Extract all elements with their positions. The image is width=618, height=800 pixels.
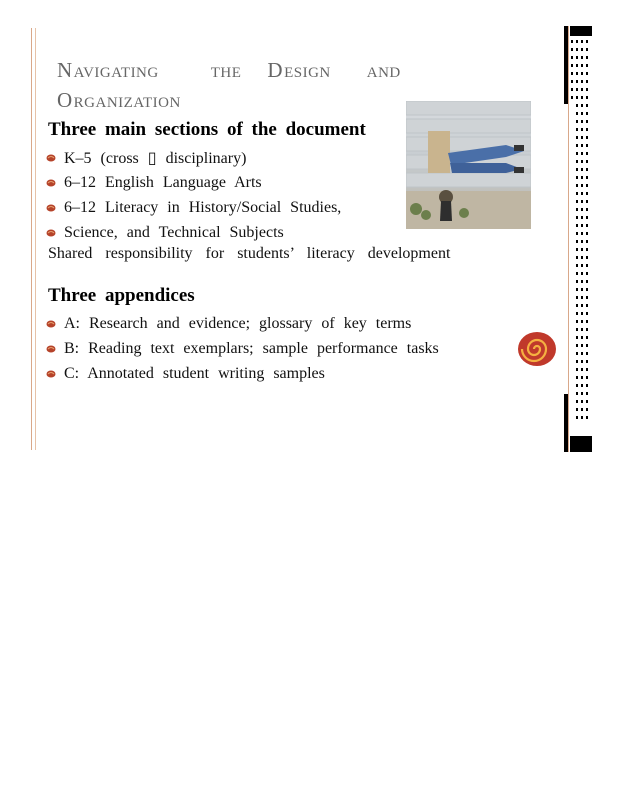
main-sections-list <box>46 145 341 245</box>
swirl-bullet-icon <box>46 154 56 162</box>
title-line-1 <box>57 58 417 88</box>
section-heading-appendices: Three appendices <box>48 285 195 306</box>
title-word: RGANIZATION <box>73 95 181 111</box>
list-item-text: K–5 (cross ▯ disciplinary) <box>64 149 247 167</box>
swirl-bullet-icon <box>46 179 56 187</box>
section-heading-main: Three main sections of the document <box>48 119 366 140</box>
title-word: THE <box>210 65 242 81</box>
title-cap: N <box>57 58 73 82</box>
swirl-bullet-icon <box>46 229 56 237</box>
title-word: AND <box>366 65 401 81</box>
right-decorative-strip <box>562 26 596 452</box>
shared-responsibility-text: Shared responsibility for students’ literacy development <box>48 245 451 262</box>
title-word: AVIGATING <box>73 65 159 81</box>
spiral-logo-icon <box>517 330 557 368</box>
left-border-line-inner <box>35 28 36 450</box>
list-item-text: A: Research and evidence; glossary of key terms <box>64 314 412 332</box>
list-item-text: 6–12 English Language Arts <box>64 173 262 191</box>
list-item-text: B: Reading text exemplars; sample performance tasks <box>64 339 439 357</box>
title-cap: O <box>57 88 73 112</box>
person-on-stairs-photo <box>406 101 531 229</box>
list-item-text: Science, and Technical Subjects <box>64 223 284 241</box>
list-item <box>46 336 439 361</box>
title-word: ESIGN <box>284 65 331 81</box>
list-item <box>46 361 439 386</box>
list-item <box>46 220 341 245</box>
swirl-bullet-icon <box>46 320 56 328</box>
list-item <box>46 170 341 195</box>
slide-title <box>57 58 417 118</box>
list-item-text: C: Annotated student writing samples <box>64 364 325 382</box>
list-item-text: 6–12 Literacy in History/Social Studies, <box>64 198 342 216</box>
swirl-bullet-icon <box>46 204 56 212</box>
list-item <box>46 311 439 336</box>
left-border-line <box>31 28 32 450</box>
list-item <box>46 195 341 220</box>
title-cap: D <box>267 58 284 82</box>
swirl-bullet-icon <box>46 345 56 353</box>
list-item <box>46 145 341 170</box>
swirl-bullet-icon <box>46 370 56 378</box>
appendices-list <box>46 311 439 386</box>
title-line-2 <box>57 88 417 118</box>
